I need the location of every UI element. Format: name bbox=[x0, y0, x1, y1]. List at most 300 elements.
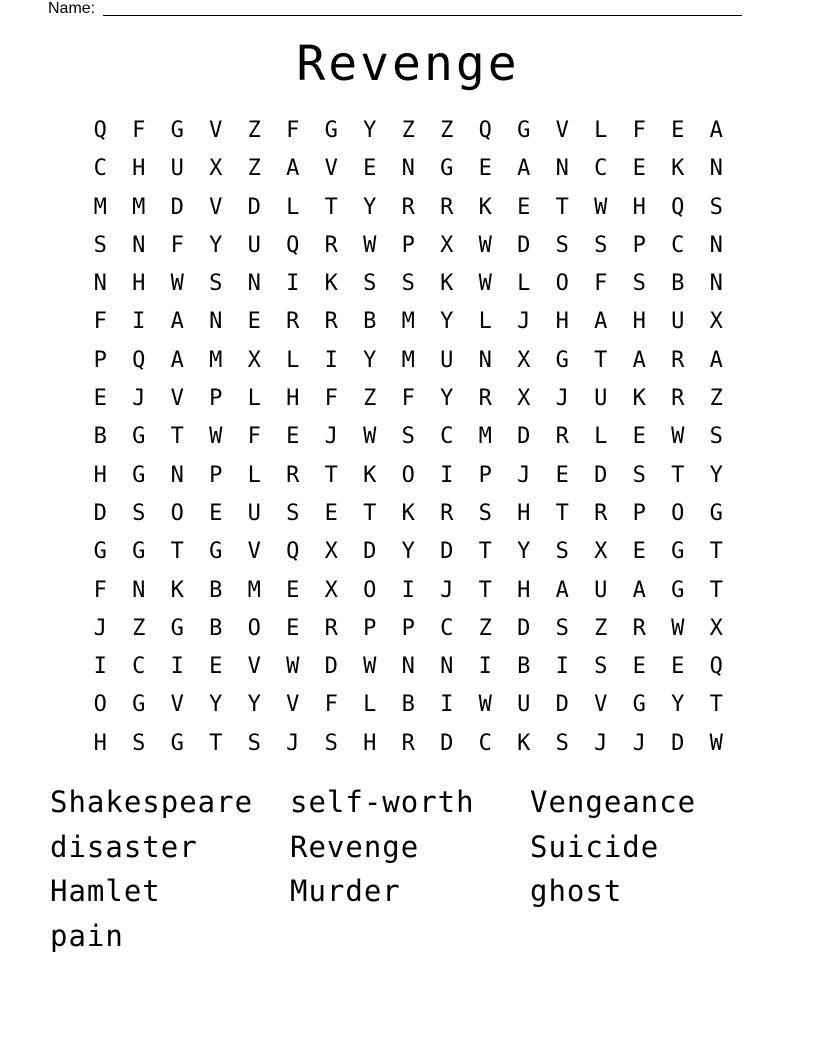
grid-letter: H bbox=[132, 156, 146, 182]
grid-letter: B bbox=[517, 654, 531, 680]
grid-letter: E bbox=[632, 424, 646, 450]
grid-letter: I bbox=[286, 271, 300, 297]
grid-letter: Z bbox=[363, 386, 377, 412]
grid-letter: A bbox=[517, 156, 531, 182]
grid-letter: J bbox=[440, 577, 454, 603]
grid-letter: C bbox=[671, 232, 685, 258]
word-list-item: Vengeance bbox=[530, 785, 697, 819]
grid-letter: W bbox=[478, 232, 492, 258]
grid-letter: V bbox=[170, 692, 184, 718]
grid-letter: S bbox=[709, 424, 723, 450]
grid-letter: N bbox=[132, 577, 146, 603]
grid-letter: E bbox=[209, 654, 223, 680]
grid-letter: X bbox=[709, 615, 723, 641]
grid-letter: K bbox=[517, 730, 531, 756]
grid-letter: M bbox=[132, 194, 146, 220]
grid-letter: J bbox=[555, 386, 569, 412]
grid-letter: D bbox=[440, 539, 454, 565]
grid-letter: B bbox=[401, 692, 415, 718]
grid-letter: R bbox=[594, 500, 608, 526]
grid-letter: U bbox=[170, 156, 184, 182]
grid-letter: R bbox=[671, 386, 685, 412]
grid-letter: P bbox=[632, 500, 646, 526]
grid-letter: A bbox=[632, 577, 646, 603]
grid-letter: X bbox=[247, 347, 261, 373]
grid-letter: C bbox=[132, 654, 146, 680]
grid-letter: N bbox=[132, 232, 146, 258]
grid-letter: E bbox=[478, 156, 492, 182]
grid-letter: L bbox=[594, 424, 608, 450]
grid-letter: E bbox=[209, 500, 223, 526]
grid-letter: L bbox=[594, 118, 608, 143]
grid-letter: W bbox=[709, 730, 723, 756]
grid-letter: A bbox=[594, 309, 608, 335]
grid-letter: E bbox=[632, 654, 646, 680]
word-list-item: pain bbox=[50, 919, 124, 954]
grid-letter: M bbox=[93, 194, 107, 220]
grid-letter: O bbox=[401, 462, 415, 488]
grid-letter: V bbox=[555, 118, 569, 143]
word-list-item: Murder bbox=[290, 874, 401, 909]
grid-letter: H bbox=[363, 730, 377, 756]
grid-letter: I bbox=[324, 347, 338, 373]
grid-letter: V bbox=[170, 386, 184, 412]
grid-letter: D bbox=[517, 615, 531, 641]
grid-letter: A bbox=[632, 347, 646, 373]
grid-letter: L bbox=[286, 194, 300, 220]
grid-letter: N bbox=[401, 654, 415, 680]
grid-letter: Y bbox=[209, 232, 223, 258]
grid-letter: Z bbox=[440, 118, 454, 143]
grid-letter: H bbox=[286, 386, 300, 412]
grid-letter: S bbox=[555, 232, 569, 258]
grid-letter: X bbox=[709, 309, 723, 335]
grid-letter: D bbox=[594, 462, 608, 488]
grid-letter: U bbox=[517, 692, 531, 718]
grid-letter: Q bbox=[93, 118, 107, 143]
grid-letter: T bbox=[478, 539, 492, 565]
grid-letter: I bbox=[93, 654, 107, 680]
grid-letter: A bbox=[286, 156, 300, 182]
grid-letter: N bbox=[555, 156, 569, 182]
grid-letter: O bbox=[671, 500, 685, 526]
grid-letter: S bbox=[709, 194, 723, 220]
grid-letter: L bbox=[286, 347, 300, 373]
grid-letter: J bbox=[594, 730, 608, 756]
grid-letter: Y bbox=[363, 194, 377, 220]
grid-letter: G bbox=[132, 424, 146, 450]
grid-letter: N bbox=[247, 271, 261, 297]
word-list-item: ghost bbox=[530, 874, 623, 909]
grid-letter: Y bbox=[440, 386, 454, 412]
grid-letter: V bbox=[247, 539, 261, 565]
grid-letter: S bbox=[555, 615, 569, 641]
grid-letter: F bbox=[632, 118, 646, 143]
grid-letter: W bbox=[478, 271, 492, 297]
word-list-item: Hamlet bbox=[50, 874, 161, 909]
grid-letter: Y bbox=[363, 118, 377, 143]
grid-letter: V bbox=[209, 118, 223, 143]
grid-letter: A bbox=[709, 118, 723, 143]
word-list-item: disaster bbox=[50, 829, 198, 864]
grid-letter: S bbox=[324, 730, 338, 756]
grid-letter: I bbox=[478, 654, 492, 680]
grid-letter: H bbox=[632, 194, 646, 220]
grid-letter: W bbox=[478, 692, 492, 718]
grid-letter: Q bbox=[286, 232, 300, 258]
grid-letter: L bbox=[247, 462, 261, 488]
grid-letter: Z bbox=[478, 615, 492, 641]
grid-letter: I bbox=[440, 462, 454, 488]
grid-letter: T bbox=[324, 462, 338, 488]
grid-letter: U bbox=[247, 500, 261, 526]
grid-letter: X bbox=[440, 232, 454, 258]
grid-letter: H bbox=[132, 271, 146, 297]
grid-letter: C bbox=[440, 615, 454, 641]
word-list bbox=[50, 780, 770, 959]
grid-letter: V bbox=[324, 156, 338, 182]
grid-letter: T bbox=[671, 462, 685, 488]
grid-letter: T bbox=[709, 692, 723, 718]
grid-letter: S bbox=[93, 232, 107, 258]
grid-letter: S bbox=[286, 500, 300, 526]
grid-letter: B bbox=[671, 271, 685, 297]
grid-letter: C bbox=[594, 156, 608, 182]
grid-letter: N bbox=[209, 309, 223, 335]
grid-letter: U bbox=[594, 386, 608, 412]
grid-letter: Z bbox=[594, 615, 608, 641]
grid-letter: X bbox=[594, 539, 608, 565]
grid-letter: T bbox=[478, 577, 492, 603]
grid-letter: K bbox=[440, 271, 454, 297]
grid-letter: O bbox=[170, 500, 184, 526]
grid-letter: W bbox=[671, 615, 685, 641]
grid-letter: P bbox=[363, 615, 377, 641]
grid-letter: G bbox=[170, 730, 184, 756]
grid-letter: U bbox=[247, 232, 261, 258]
grid-letter: E bbox=[632, 156, 646, 182]
grid-letter: R bbox=[324, 309, 338, 335]
grid-letter: N bbox=[401, 156, 415, 182]
grid-letter: Z bbox=[247, 156, 261, 182]
grid-letter: F bbox=[247, 424, 261, 450]
grid-letter: Z bbox=[247, 118, 261, 143]
grid-letter: S bbox=[363, 271, 377, 297]
grid-letter: G bbox=[632, 692, 646, 718]
grid-letter: G bbox=[671, 539, 685, 565]
grid-letter: P bbox=[209, 386, 223, 412]
grid-letter: E bbox=[363, 156, 377, 182]
grid-letter: X bbox=[209, 156, 223, 182]
grid-letter: S bbox=[209, 271, 223, 297]
grid-letter: D bbox=[93, 500, 107, 526]
grid-letter: G bbox=[671, 577, 685, 603]
grid-letter: J bbox=[632, 730, 646, 756]
grid-letter: Y bbox=[671, 692, 685, 718]
grid-letter: R bbox=[401, 730, 415, 756]
grid-letter: S bbox=[401, 424, 415, 450]
grid-letter: W bbox=[363, 424, 377, 450]
grid-letter: R bbox=[555, 424, 569, 450]
grid-letter: P bbox=[478, 462, 492, 488]
grid-letter: H bbox=[517, 577, 531, 603]
grid-letter: Z bbox=[132, 615, 146, 641]
grid-letter: R bbox=[440, 194, 454, 220]
grid-letter: E bbox=[93, 386, 107, 412]
grid-letter: E bbox=[286, 577, 300, 603]
grid-letter: U bbox=[594, 577, 608, 603]
grid-letter: F bbox=[401, 386, 415, 412]
grid-letter: O bbox=[93, 692, 107, 718]
grid-letter: Y bbox=[363, 347, 377, 373]
grid-letter: C bbox=[478, 730, 492, 756]
grid-letter: Y bbox=[440, 309, 454, 335]
grid-letter: F bbox=[286, 118, 300, 143]
word-list-item: self-worth bbox=[290, 785, 475, 819]
grid-letter: K bbox=[478, 194, 492, 220]
grid-letter: B bbox=[209, 577, 223, 603]
grid-letter: E bbox=[671, 118, 685, 143]
grid-letter: C bbox=[93, 156, 107, 182]
grid-letter: Q bbox=[478, 118, 492, 143]
grid-letter: N bbox=[93, 271, 107, 297]
name-field bbox=[48, 0, 742, 18]
puzzle-title: Revenge bbox=[296, 36, 520, 92]
grid-letter: H bbox=[93, 462, 107, 488]
grid-letter: X bbox=[324, 539, 338, 565]
grid-letter: J bbox=[132, 386, 146, 412]
grid-letter: K bbox=[324, 271, 338, 297]
grid-letter: I bbox=[132, 309, 146, 335]
grid-letter: N bbox=[170, 462, 184, 488]
grid-letter: F bbox=[93, 309, 107, 335]
grid-letter: S bbox=[594, 232, 608, 258]
grid-letter: V bbox=[594, 692, 608, 718]
grid-letter: D bbox=[671, 730, 685, 756]
grid-letter: D bbox=[517, 232, 531, 258]
grid-letter: E bbox=[517, 194, 531, 220]
word-list-item: Suicide bbox=[530, 829, 660, 864]
grid-letter: G bbox=[517, 118, 531, 143]
grid-letter: D bbox=[247, 194, 261, 220]
grid-letter: F bbox=[170, 232, 184, 258]
grid-letter: A bbox=[170, 309, 184, 335]
grid-letter: S bbox=[594, 654, 608, 680]
grid-letter: L bbox=[363, 692, 377, 718]
grid-letter: Z bbox=[401, 118, 415, 143]
grid-letter: W bbox=[671, 424, 685, 450]
grid-letter: Q bbox=[709, 654, 723, 680]
grid-letter: T bbox=[709, 539, 723, 565]
grid-letter: T bbox=[555, 500, 569, 526]
grid-letter: M bbox=[401, 347, 415, 373]
grid-letter: G bbox=[209, 539, 223, 565]
grid-letter: P bbox=[401, 615, 415, 641]
grid-letter: G bbox=[170, 118, 184, 143]
grid-letter: I bbox=[401, 577, 415, 603]
grid-letter: A bbox=[170, 347, 184, 373]
grid-letter: U bbox=[671, 309, 685, 335]
name-label: Name: bbox=[48, 0, 96, 17]
grid-letter: Z bbox=[709, 386, 723, 412]
grid-letter: V bbox=[286, 692, 300, 718]
grid-letter: Q bbox=[671, 194, 685, 220]
grid-letter: R bbox=[632, 615, 646, 641]
grid-letter: V bbox=[247, 654, 261, 680]
grid-letter: H bbox=[517, 500, 531, 526]
grid-letter: K bbox=[671, 156, 685, 182]
grid-letter: R bbox=[324, 615, 338, 641]
grid-letter: O bbox=[555, 271, 569, 297]
grid-letter: X bbox=[324, 577, 338, 603]
grid-letter: K bbox=[632, 386, 646, 412]
grid-letter: T bbox=[363, 500, 377, 526]
grid-letter: L bbox=[478, 309, 492, 335]
grid-letter: H bbox=[93, 730, 107, 756]
grid-letter: F bbox=[324, 386, 338, 412]
grid-letter: K bbox=[401, 500, 415, 526]
grid-letter: H bbox=[632, 309, 646, 335]
grid-letter: N bbox=[709, 271, 723, 297]
grid-letter: T bbox=[170, 424, 184, 450]
grid-letter: O bbox=[363, 577, 377, 603]
grid-letter: S bbox=[401, 271, 415, 297]
grid-letter: L bbox=[517, 271, 531, 297]
grid-letter: G bbox=[555, 347, 569, 373]
grid-letter: B bbox=[93, 424, 107, 450]
grid-letter: W bbox=[363, 232, 377, 258]
grid-letter: T bbox=[170, 539, 184, 565]
grid-letter: S bbox=[632, 271, 646, 297]
grid-letter: P bbox=[632, 232, 646, 258]
grid-letter: T bbox=[709, 577, 723, 603]
grid-letter: E bbox=[286, 424, 300, 450]
grid-letter: N bbox=[709, 232, 723, 258]
grid-letter: M bbox=[401, 309, 415, 335]
grid-letter: G bbox=[324, 118, 338, 143]
grid-letter: R bbox=[440, 500, 454, 526]
grid-letter: D bbox=[517, 424, 531, 450]
grid-letter: T bbox=[594, 347, 608, 373]
grid-letter: A bbox=[555, 577, 569, 603]
grid-letter: G bbox=[170, 615, 184, 641]
grid-letter: I bbox=[170, 654, 184, 680]
grid-letter: P bbox=[401, 232, 415, 258]
grid-letter: G bbox=[93, 539, 107, 565]
grid-letter: N bbox=[440, 654, 454, 680]
grid-letter: F bbox=[594, 271, 608, 297]
grid-letter: L bbox=[247, 386, 261, 412]
grid-letter: R bbox=[401, 194, 415, 220]
word-list-item: Shakespeare bbox=[50, 785, 254, 819]
grid-letter: T bbox=[324, 194, 338, 220]
grid-letter: S bbox=[132, 730, 146, 756]
grid-letter: S bbox=[555, 730, 569, 756]
grid-letter: Y bbox=[209, 692, 223, 718]
grid-letter: G bbox=[132, 692, 146, 718]
grid-letter: K bbox=[170, 577, 184, 603]
grid-letter: Y bbox=[709, 462, 723, 488]
grid-letter: H bbox=[555, 309, 569, 335]
grid-letter: R bbox=[286, 309, 300, 335]
grid-letter: W bbox=[594, 194, 608, 220]
grid-letter: R bbox=[324, 232, 338, 258]
grid-letter: G bbox=[132, 462, 146, 488]
grid-letter: W bbox=[209, 424, 223, 450]
grid-letter: J bbox=[517, 462, 531, 488]
grid-letter: E bbox=[324, 500, 338, 526]
grid-letter: J bbox=[324, 424, 338, 450]
grid-letter: E bbox=[555, 462, 569, 488]
grid-letter: U bbox=[440, 347, 454, 373]
grid-letter: X bbox=[517, 347, 531, 373]
grid-letter: S bbox=[132, 500, 146, 526]
name-underline bbox=[103, 15, 742, 16]
grid-letter: X bbox=[517, 386, 531, 412]
grid-letter: J bbox=[286, 730, 300, 756]
letter-grid bbox=[81, 112, 736, 763]
grid-letter: F bbox=[324, 692, 338, 718]
grid-letter: Y bbox=[401, 539, 415, 565]
grid-letter: W bbox=[170, 271, 184, 297]
grid-letter: P bbox=[93, 347, 107, 373]
grid-letter: T bbox=[209, 730, 223, 756]
grid-letter: O bbox=[247, 615, 261, 641]
grid-letter: Y bbox=[247, 692, 261, 718]
grid-letter: I bbox=[440, 692, 454, 718]
grid-letter: F bbox=[132, 118, 146, 143]
grid-letter: P bbox=[209, 462, 223, 488]
grid-letter: Q bbox=[132, 347, 146, 373]
grid-letter: B bbox=[363, 309, 377, 335]
grid-letter: C bbox=[440, 424, 454, 450]
grid-letter: W bbox=[363, 654, 377, 680]
grid-letter: E bbox=[632, 539, 646, 565]
grid-letter: R bbox=[286, 462, 300, 488]
grid-letter: M bbox=[209, 347, 223, 373]
grid-letter: M bbox=[478, 424, 492, 450]
grid-letter: N bbox=[478, 347, 492, 373]
grid-letter: J bbox=[93, 615, 107, 641]
grid-letter: R bbox=[478, 386, 492, 412]
grid-letter: M bbox=[247, 577, 261, 603]
grid-letter: D bbox=[170, 194, 184, 220]
grid-letter: W bbox=[286, 654, 300, 680]
grid-letter: S bbox=[478, 500, 492, 526]
grid-letter: G bbox=[440, 156, 454, 182]
grid-letter: D bbox=[555, 692, 569, 718]
grid-letter: B bbox=[209, 615, 223, 641]
grid-letter: S bbox=[632, 462, 646, 488]
grid-letter: N bbox=[709, 156, 723, 182]
grid-letter: E bbox=[286, 615, 300, 641]
grid-letter: V bbox=[209, 194, 223, 220]
grid-letter: S bbox=[247, 730, 261, 756]
grid-letter: K bbox=[363, 462, 377, 488]
grid-letter: G bbox=[132, 539, 146, 565]
grid-letter: G bbox=[709, 500, 723, 526]
grid-letter: E bbox=[671, 654, 685, 680]
grid-letter: D bbox=[363, 539, 377, 565]
grid-letter: A bbox=[709, 347, 723, 373]
grid-letter: J bbox=[517, 309, 531, 335]
grid-letter: T bbox=[555, 194, 569, 220]
grid-letter: E bbox=[247, 309, 261, 335]
grid-letter: S bbox=[555, 539, 569, 565]
grid-letter: F bbox=[93, 577, 107, 603]
grid-letter: D bbox=[440, 730, 454, 756]
grid-letter: I bbox=[555, 654, 569, 680]
